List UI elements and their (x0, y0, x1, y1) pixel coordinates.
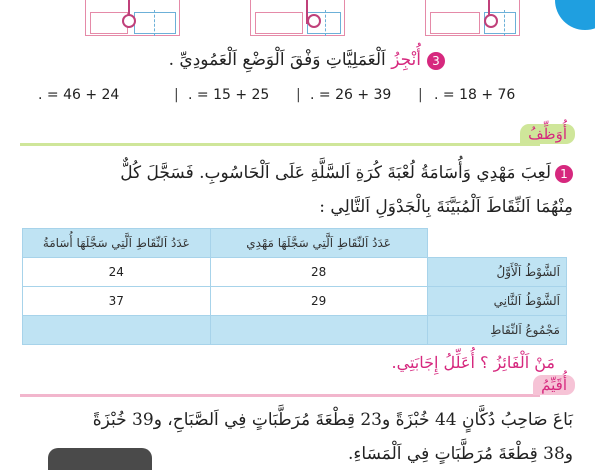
mahdi-score-cell: 29 (210, 287, 427, 316)
separator: | (296, 87, 301, 103)
vertical-operation-box-2 (250, 0, 345, 36)
page-corner-decoration (555, 0, 595, 30)
row-label: مَجْمُوعُ اَلنِّقَاطِ (427, 316, 566, 345)
problem-2-line-1: بَاعَ صَاحِبُ دُكَّانٍ 44 خُبْزَةً و23 قِطْعَةَ مُرَطَّبَاتٍ فِي اَلصَّبَاحِ، و39 خُبْزَةً (92, 410, 573, 430)
osama-score-cell: 24 (23, 258, 211, 287)
answer-cell[interactable] (134, 12, 176, 34)
question-line (392, 353, 555, 372)
equation[interactable]: . = 26 + 39 (310, 87, 392, 103)
problem-1-line-1 (120, 163, 573, 183)
basket-illustration (48, 448, 152, 470)
dashed-guide (154, 10, 155, 36)
row-label: اَلشَّوْطُ اَلْأَوَّلُ (427, 258, 566, 287)
section-label-evaluate: أُقَيِّمُ (533, 375, 575, 395)
dashed-guide (504, 10, 505, 36)
osama-total-cell[interactable] (23, 316, 211, 345)
equation[interactable]: . = 15 + 25 (188, 87, 270, 103)
answer-cell[interactable] (430, 12, 480, 34)
answer-cell[interactable] (255, 12, 303, 34)
table-row (23, 287, 567, 316)
separator: | (418, 87, 423, 103)
section-label-employ: أُوَظِّفُ (520, 124, 575, 144)
equations-row (38, 87, 575, 109)
column-header-mahdi: عَدَدُ اَلنِّقَاطِ اَلَّتِي سَجَّلَهَا مَهْدِي (210, 229, 427, 258)
separator: | (174, 87, 179, 103)
abacus-bead (122, 14, 136, 28)
table-row (23, 258, 567, 287)
vertical-operation-box-1 (85, 0, 180, 36)
table-row (23, 316, 567, 345)
row-label: اَلشَّوْطُ اَلثَّانِي (427, 287, 566, 316)
mahdi-score-cell: 28 (210, 258, 427, 287)
problem-1-text-line-1: لَعِبَ مَهْدِي وَأُسَامَةُ لُعْبَةَ كُرَةِ اَلسَّلَّةِ عَلَى اَلْحَاسُوبِ. فَسَجَّلَ كُلٌّ (120, 163, 551, 183)
problem-number-badge: 1 (555, 165, 573, 183)
problem-1-line-2: مِنْهُمَا اَلنِّقَاطَ اَلْمُبَيَّنَةَ بِالْجَدْوَلِ اَلتَّالِي : (319, 197, 573, 217)
column-header-osama: عَدَدُ اَلنِّقَاطِ اَلَّتِي سَجَّلَهَا أُسَامَةُ (23, 229, 211, 258)
osama-score-cell: 37 (23, 287, 211, 316)
section-divider (20, 143, 540, 146)
abacus-bead (307, 14, 321, 28)
exercise-3-instruction (169, 50, 445, 70)
table-header-row (23, 229, 567, 258)
problem-2-line-2: و38 قِطْعَةَ مُرَطَّبَاتٍ فِي اَلْمَسَاءِ. (348, 444, 573, 464)
question-justify: أُعَلِّلُ إِجَابَتِي. (391, 353, 475, 372)
exercise-number-badge: 3 (427, 52, 445, 70)
instruction-text: اَلْعَمَلِيَّاتِ وَفْقَ اَلْوَضْعِ اَلْعَمُودِيِّ . (168, 50, 386, 70)
vertical-operation-box-3 (425, 0, 520, 36)
abacus-bead (484, 14, 498, 28)
dashed-guide (325, 10, 326, 36)
scores-table (22, 228, 567, 345)
instruction-verb: أُنْجِزُ (391, 50, 421, 70)
section-divider (20, 394, 540, 397)
equation[interactable]: . = 18 + 76 (434, 87, 516, 103)
empty-corner-cell (427, 229, 566, 258)
equation[interactable]: . = 46 + 24 (38, 87, 120, 103)
question-who: مَنْ اَلْفَائِزُ ؟ (480, 353, 555, 372)
mahdi-total-cell[interactable] (210, 316, 427, 345)
